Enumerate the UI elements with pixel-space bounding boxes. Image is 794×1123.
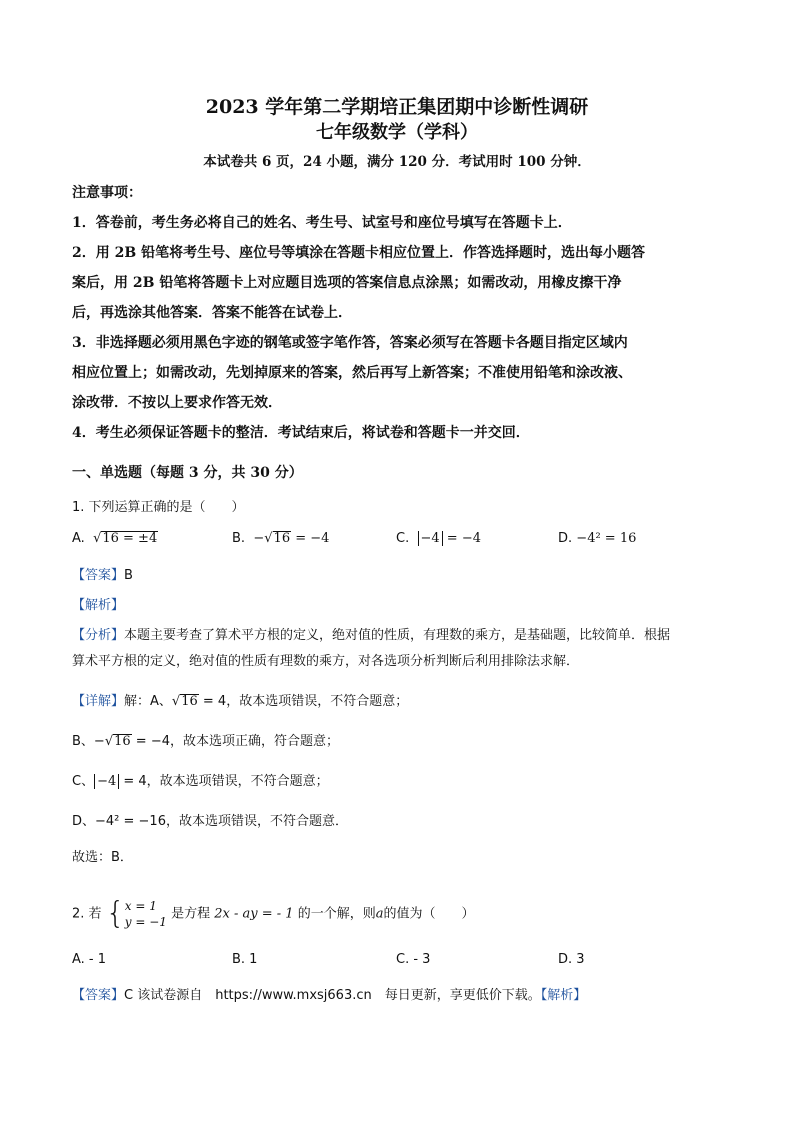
fenxi-text: 本题主要考查了算术平方根的定义，绝对值的性质，有理数的乘方，是基础题，比较简单．根据: [124, 628, 671, 643]
expr-tail: = −4: [442, 531, 481, 546]
fenxi-tag: 【分析】: [72, 628, 125, 643]
notice-line: 后，再选涂其他答案．答案不能答在试卷上．: [72, 305, 352, 321]
detail-b-text: = −4，故本选项正确，符合题意；: [131, 734, 339, 749]
variable: a: [375, 906, 384, 922]
q2-answer-line: [72, 984, 586, 1003]
q1-option-d: [558, 531, 636, 546]
q2-stem-text: 的一个解，则: [297, 906, 376, 922]
absolute-value: −4: [418, 531, 443, 546]
radical: 16: [181, 694, 198, 709]
detail-b-label: B、−: [72, 734, 105, 749]
answer-tag: 【答案】: [72, 568, 125, 583]
notice-line: 2．用 2B 铅笔将考生号、座位号等填涂在答题卡相应位置上．作答选择题时，选出每小题答: [72, 245, 646, 261]
q2-stem-text: 的值为（ ）: [383, 906, 475, 922]
notice-heading: 注意事项：: [72, 185, 142, 201]
conclusion: 故选：B．: [72, 850, 133, 865]
detail-c-label: C、: [72, 774, 95, 789]
notice-line: 4．考生必须保证答题卡的整洁．考试结束后，将试卷和答题卡一并交回．: [72, 425, 530, 441]
option-label: D.: [558, 531, 573, 546]
equation-system: [125, 898, 167, 930]
notice-line: 1．答卷前，考生务必将自己的姓名、考生号、试室号和座位号填写在答题卡上．: [72, 215, 572, 231]
expression: −4² = 16: [576, 531, 637, 546]
analysis-tag: 【解析】: [72, 598, 125, 613]
radical: 16 = ±4: [102, 531, 158, 546]
notice-line: 涂改带．不按以上要求作答无效．: [72, 395, 282, 411]
question-2-stem: [72, 898, 474, 930]
q2-option-a: A. - 1: [72, 952, 107, 967]
detail-d-text: D、−4² = −16，故本选项错误，不符合题意．: [72, 814, 348, 829]
q2-option-d: D. 3: [558, 952, 585, 967]
q2-option-c: C. - 3: [396, 952, 431, 967]
system-line: x = 1: [124, 899, 157, 913]
question-1-stem: 1. 下列运算正确的是（ ）: [72, 500, 245, 515]
radical: 16: [114, 734, 131, 749]
exam-subtitle: 七年级数学（学科）: [316, 122, 478, 143]
detail-a-text: = 4，故本选项错误，不符合题意；: [198, 694, 409, 709]
exam-title: 2023 学年第二学期培正集团期中诊断性调研: [205, 96, 589, 118]
exam-info: 本试卷共 6 页，24 小题，满分 120 分．考试用时 100 分钟．: [203, 154, 591, 170]
brace-icon: {: [105, 896, 125, 931]
notice-line: 相应位置上；如需改动，先划掉原来的答案，然后再写上新答案；不准使用铅笔和涂改液、: [72, 365, 632, 381]
q2-option-b: B. 1: [232, 952, 258, 967]
option-label: B.: [232, 531, 246, 546]
notice-line: 案后，用 2B 铅笔将答题卡上对应题目选项的答案信息点涂黑；如需改动，用橡皮擦干净: [72, 275, 622, 291]
q1-option-b: B. −√16 = −4: [232, 531, 330, 546]
answer-tag: 【答案】: [72, 988, 125, 1003]
notice-block: [72, 178, 732, 448]
expr-tail: = −4: [291, 531, 330, 546]
q1-solution: 【答案】B 【解析】 【分析】本题主要考查了算术平方根的定义，绝对值的性质，有理数的乘方，是基础题，比较简单．根据 算术平方根的定义，绝对值的性质有理数的乘方，对各选项分析判断后利用排除法求解． 【详解】解：A、√16 = 4，故本选项错误，不符合题意； B、−√16 = −4，故本选项正确，符合题意； C、 −4 = 4，故本选项错误，不符合题意； D、−4² = −16，故本选项错误，不符合题意． 故选：B．: [72, 563, 732, 871]
detail-a-label: 解：A、: [124, 694, 172, 709]
system-line: y = −1: [124, 915, 167, 929]
equation: 2x - ay = - 1: [214, 906, 294, 922]
fenxi-text: 算术平方根的定义，绝对值的性质有理数的乘方，对各选项分析判断后利用排除法求解．: [72, 654, 580, 669]
option-label: A.: [72, 531, 85, 546]
q1-option-c: [396, 531, 481, 546]
detail-c-text: = 4，故本选项错误，不符合题意；: [119, 774, 329, 789]
detail-tag: 【详解】: [72, 694, 125, 709]
absolute-value: −4: [94, 774, 119, 789]
q2-stem-text: 是方程: [171, 906, 211, 922]
q2-number: 2. 若: [72, 906, 102, 922]
q1-option-a: A. √16 = ±4: [72, 531, 158, 546]
option-label: C.: [396, 531, 410, 546]
analysis-tag: 【解析】: [540, 988, 587, 1003]
minus-sign: −: [253, 531, 265, 546]
radical: 16: [273, 531, 291, 546]
answer-value: B: [124, 568, 133, 583]
section-title: 一、单选题（每题 3 分，共 30 分）: [72, 465, 303, 481]
answer-text: C 该试卷源自 https://www.mxsj663.cn 每日更新，享更低价下载。: [124, 988, 541, 1003]
notice-line: 3．非选择题必须用黑色字迹的钢笔或签字笔作答，答案必须写在答题卡各题目指定区域内: [72, 335, 628, 351]
